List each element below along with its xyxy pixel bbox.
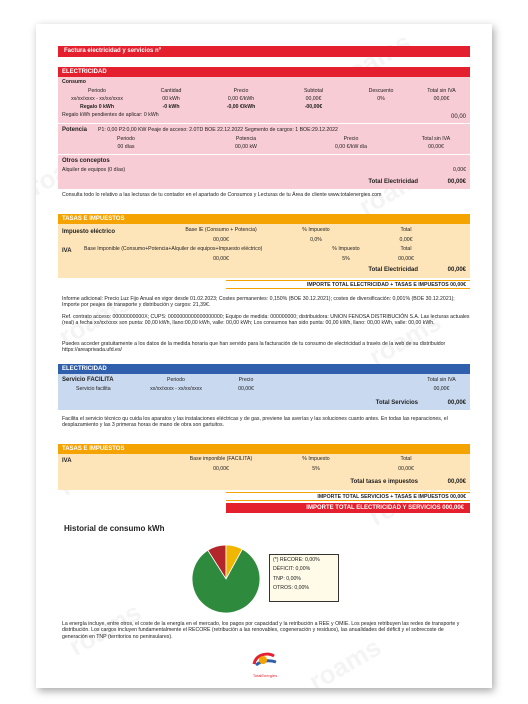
servicios-header-periodo: Periodo (167, 377, 185, 383)
servicio-precio: 00,00€ (238, 386, 254, 392)
iva-header-total: Total (400, 246, 412, 252)
ie-pct: 0,0% (310, 237, 322, 243)
alquiler-value: 0,00€ (453, 167, 466, 173)
consumo-header-precio: Precio (233, 88, 249, 94)
potencia-total: 00,00€ (428, 144, 444, 150)
total-electricidad-label: Total Electricidad (368, 179, 418, 185)
iva-base: 00,00€ (213, 256, 229, 262)
servicio-periodo: xx/xx/xxxx - xx/xx/xxxx (150, 386, 202, 392)
consumo-header-cantidad: Cantidad (160, 88, 182, 94)
totalenergies-logo (250, 652, 280, 678)
potencia-potencia: 00,00 kW (235, 144, 257, 150)
potencia-periodo: 00 días (117, 144, 135, 150)
tasas2-header-total: Total (400, 456, 412, 462)
tasas2-total: 00,00€ (398, 466, 414, 472)
divider (58, 154, 470, 155)
tasas2-header-pct: % Impuesto (302, 456, 330, 462)
otros-title: Otros conceptos (62, 158, 110, 164)
consumo-header-periodo: Periodo (88, 88, 106, 94)
potencia-header-precio: Precio (343, 136, 359, 142)
importe-total-general: IMPORTE TOTAL ELECTRICIDAD Y SERVICIOS 000,00€ (226, 503, 470, 513)
servicio-facilita-label: Servicio facilita (76, 386, 111, 392)
total-tasas-label: Total tasas e impuestos (350, 479, 418, 485)
tasas2-pct: 5% (312, 466, 320, 472)
potencia-header-total: Total sin IVA (421, 136, 451, 142)
logo-icon (250, 652, 280, 668)
servicios-header-precio: Precio (238, 377, 254, 383)
iva-total: 00,00€ (398, 256, 414, 262)
ie-label: Impuesto eléctrico (62, 229, 116, 235)
potencia-info: P1: 0,00 P2:0,00 KW Peaje de acceso: 2.0TD BOE 22.12.2022 Segmento de cargos: 1 BOE:29.12.2022 (98, 127, 338, 133)
regalo-precio: -0,00 €/kWh (226, 104, 256, 110)
historial-title: Historial de consumo kWh (64, 524, 165, 533)
ie-total: 0,00€ (399, 237, 413, 243)
importe-total-servicios: IMPORTE TOTAL SERVICIOS + TASAS E IMPUESTOS 00,00€ (226, 492, 470, 501)
legend-deficit: DÉFICIT: 0,00% (273, 566, 311, 573)
consumo-total-value: 00,00 (450, 114, 466, 120)
divider (58, 123, 470, 124)
facilita-note: Facilita el servicio técnico qu cuida los aparatos y las instalaciones eléctricas y de gas, previene las averías y las soluciones cuanto antes. En todas las reparaciones, el desplazamiento y las 3 primeras horas de mano de obra son gartuitos. (62, 416, 448, 429)
consumo-cantidad: 00 kWh (162, 96, 180, 102)
informe-adicional: Informe adicional: Precio Luz Fijo Anual en vigor desde 01.02.2023; Costes permanentes: 0,150% (BOE 30.12.2021); costes de diversificación: 0,001% (BOE 30.12.2021); Importe por peajes de transporte y distribución y cargos: 21,39€. (62, 296, 455, 309)
consumo-header-descuento: Descuento (368, 88, 394, 94)
consumo-header-total: Total sin IVA (427, 88, 456, 94)
ie-base: 00,00€ (213, 237, 229, 243)
consumo-title: Consumo (62, 79, 86, 85)
total-electricidad-value: 00,00€ (447, 179, 466, 185)
consumo-pie-chart (186, 539, 266, 619)
consumo-descuento: 0% (377, 96, 385, 102)
legend-otros: OTROS: 0,00% (273, 585, 310, 592)
iva-pct: 5% (342, 256, 350, 262)
total-tasas-value: 00,00€ (447, 479, 466, 485)
iva-label: IVA (62, 248, 72, 254)
potencia-precio: 0,00 €/kW día (334, 144, 367, 150)
section-title-servicios: ELECTRICIDAD (58, 364, 470, 374)
consumo-total: 00,00€ (433, 96, 450, 102)
pie-legend (269, 554, 339, 602)
ie-header-base: Base IE (Consumo + Potencia) (185, 227, 257, 233)
ie-header-total: Total (400, 227, 412, 233)
section-title-tasas: TASAS E IMPUESTOS (58, 214, 470, 224)
servicio-total: 00,00€ (433, 386, 450, 392)
alquiler-label: Alquiler de equipos (0 días) (62, 167, 126, 173)
invoice-page (36, 24, 492, 688)
potencia-header-periodo: Periodo (117, 136, 135, 142)
iva2-label: IVA (62, 458, 72, 464)
regalo-pendientes: Regalo kWh pendientes de aplicar: 0 kWh (62, 112, 159, 118)
distribuidor-info: Puedes acceder gratuitamente a los datos de la medida horaria que han servido para la facturación de tu consumo de electricidad a través de la web de su distribuidor https://areaprivada.ufd.es/ (62, 341, 446, 354)
total-servicios-value: 00,00€ (447, 400, 466, 406)
regalo-subtotal: -00,00€ (304, 104, 323, 110)
regalo-cantidad: -0 kWh (162, 104, 180, 110)
servicio-facilita-title: Servicio FACILITA (62, 377, 114, 383)
logo-text: TotalEnergies (252, 673, 278, 678)
total-servicios-label: Total Servicios (375, 400, 418, 406)
tasas2-header-base: Base imponible (FACILITA) (189, 456, 253, 462)
tasas2-base: 00,00€ (213, 466, 229, 472)
consumo-precio: 0,00 €/kWh (227, 96, 255, 102)
consumo-periodo: xx/xx/xxxx - xx/xx/xxxx (71, 96, 123, 102)
importe-total-electricidad: IMPORTE TOTAL ELECTRICIDAD + TASAS E IMPUESTOS 00,00€ (226, 280, 470, 289)
potencia-header-potencia: Potencia (235, 136, 257, 142)
section-title-electricidad: ELECTRICIDAD (58, 67, 470, 77)
legend-recore: (*) RECORE: 0,00% (273, 557, 320, 563)
consumo-subtotal: 00,00€ (305, 96, 322, 102)
tasas-total-label: Total Electricidad (368, 267, 418, 273)
potencia-title: Potencia (62, 127, 88, 133)
invoice-title: Factura electricidad y servicios nº (58, 46, 470, 57)
lecturas-note: Consulta todo lo relativo a las lecturas de tu contador en el apartado de Consumos y Lecturas de tu Área de cliente www.totalenergies.com (62, 192, 382, 198)
consumo-header-subtotal: Subtotal (303, 88, 324, 94)
legend-tnp: TNP: 0,00% (273, 575, 301, 582)
iva-header-base: Base Imponible (Consumo+Potencia+Alquiler de equipos+Impuesto eléctrico) (84, 246, 263, 252)
tasas-total-value: 00,00€ (447, 267, 466, 273)
ie-header-pct: % Impuesto (302, 227, 330, 233)
contrato-info: Ref. contrato acceso: 00000000000X; CUPS: 0000000000000000000; Equipo de medida: 000000000; distribuidora: UNION FENOSA DISTRIBUCIÓN S.A. Las lecturas actuales (real) a fecha xx/xx/xxxx son punta: 00,00 kWh, llano:00,00 kWh, valle: 00,00 kWh; Los consumos han sido punta: 00,00 kWh, llano: 00,00 kWh, valle: 00,00 kWh. (62, 314, 470, 327)
servicios-header-total: Total sin IVA (427, 377, 456, 383)
energia-explicacion: La energía incluye, entre otros, el coste de la energía en el mercado, los pagos por capacidad y la retribución a REE y OMIE. Los peajes retribuyen las redes de transporte y distribución. Los cargos incluyen fundamentalmente el RECORE (retribución a las renovables, cogeneración y residuos), las anualidades del déficit y el sobrecoste de generación en TNP (territorios no peninsulares). (62, 621, 460, 640)
iva-header-pct: % Impuesto (332, 246, 360, 252)
section-title-tasas-servicios: TASAS E IMPUESTOS (58, 444, 470, 454)
regalo-label: Regalo 0 kWh (79, 104, 114, 110)
